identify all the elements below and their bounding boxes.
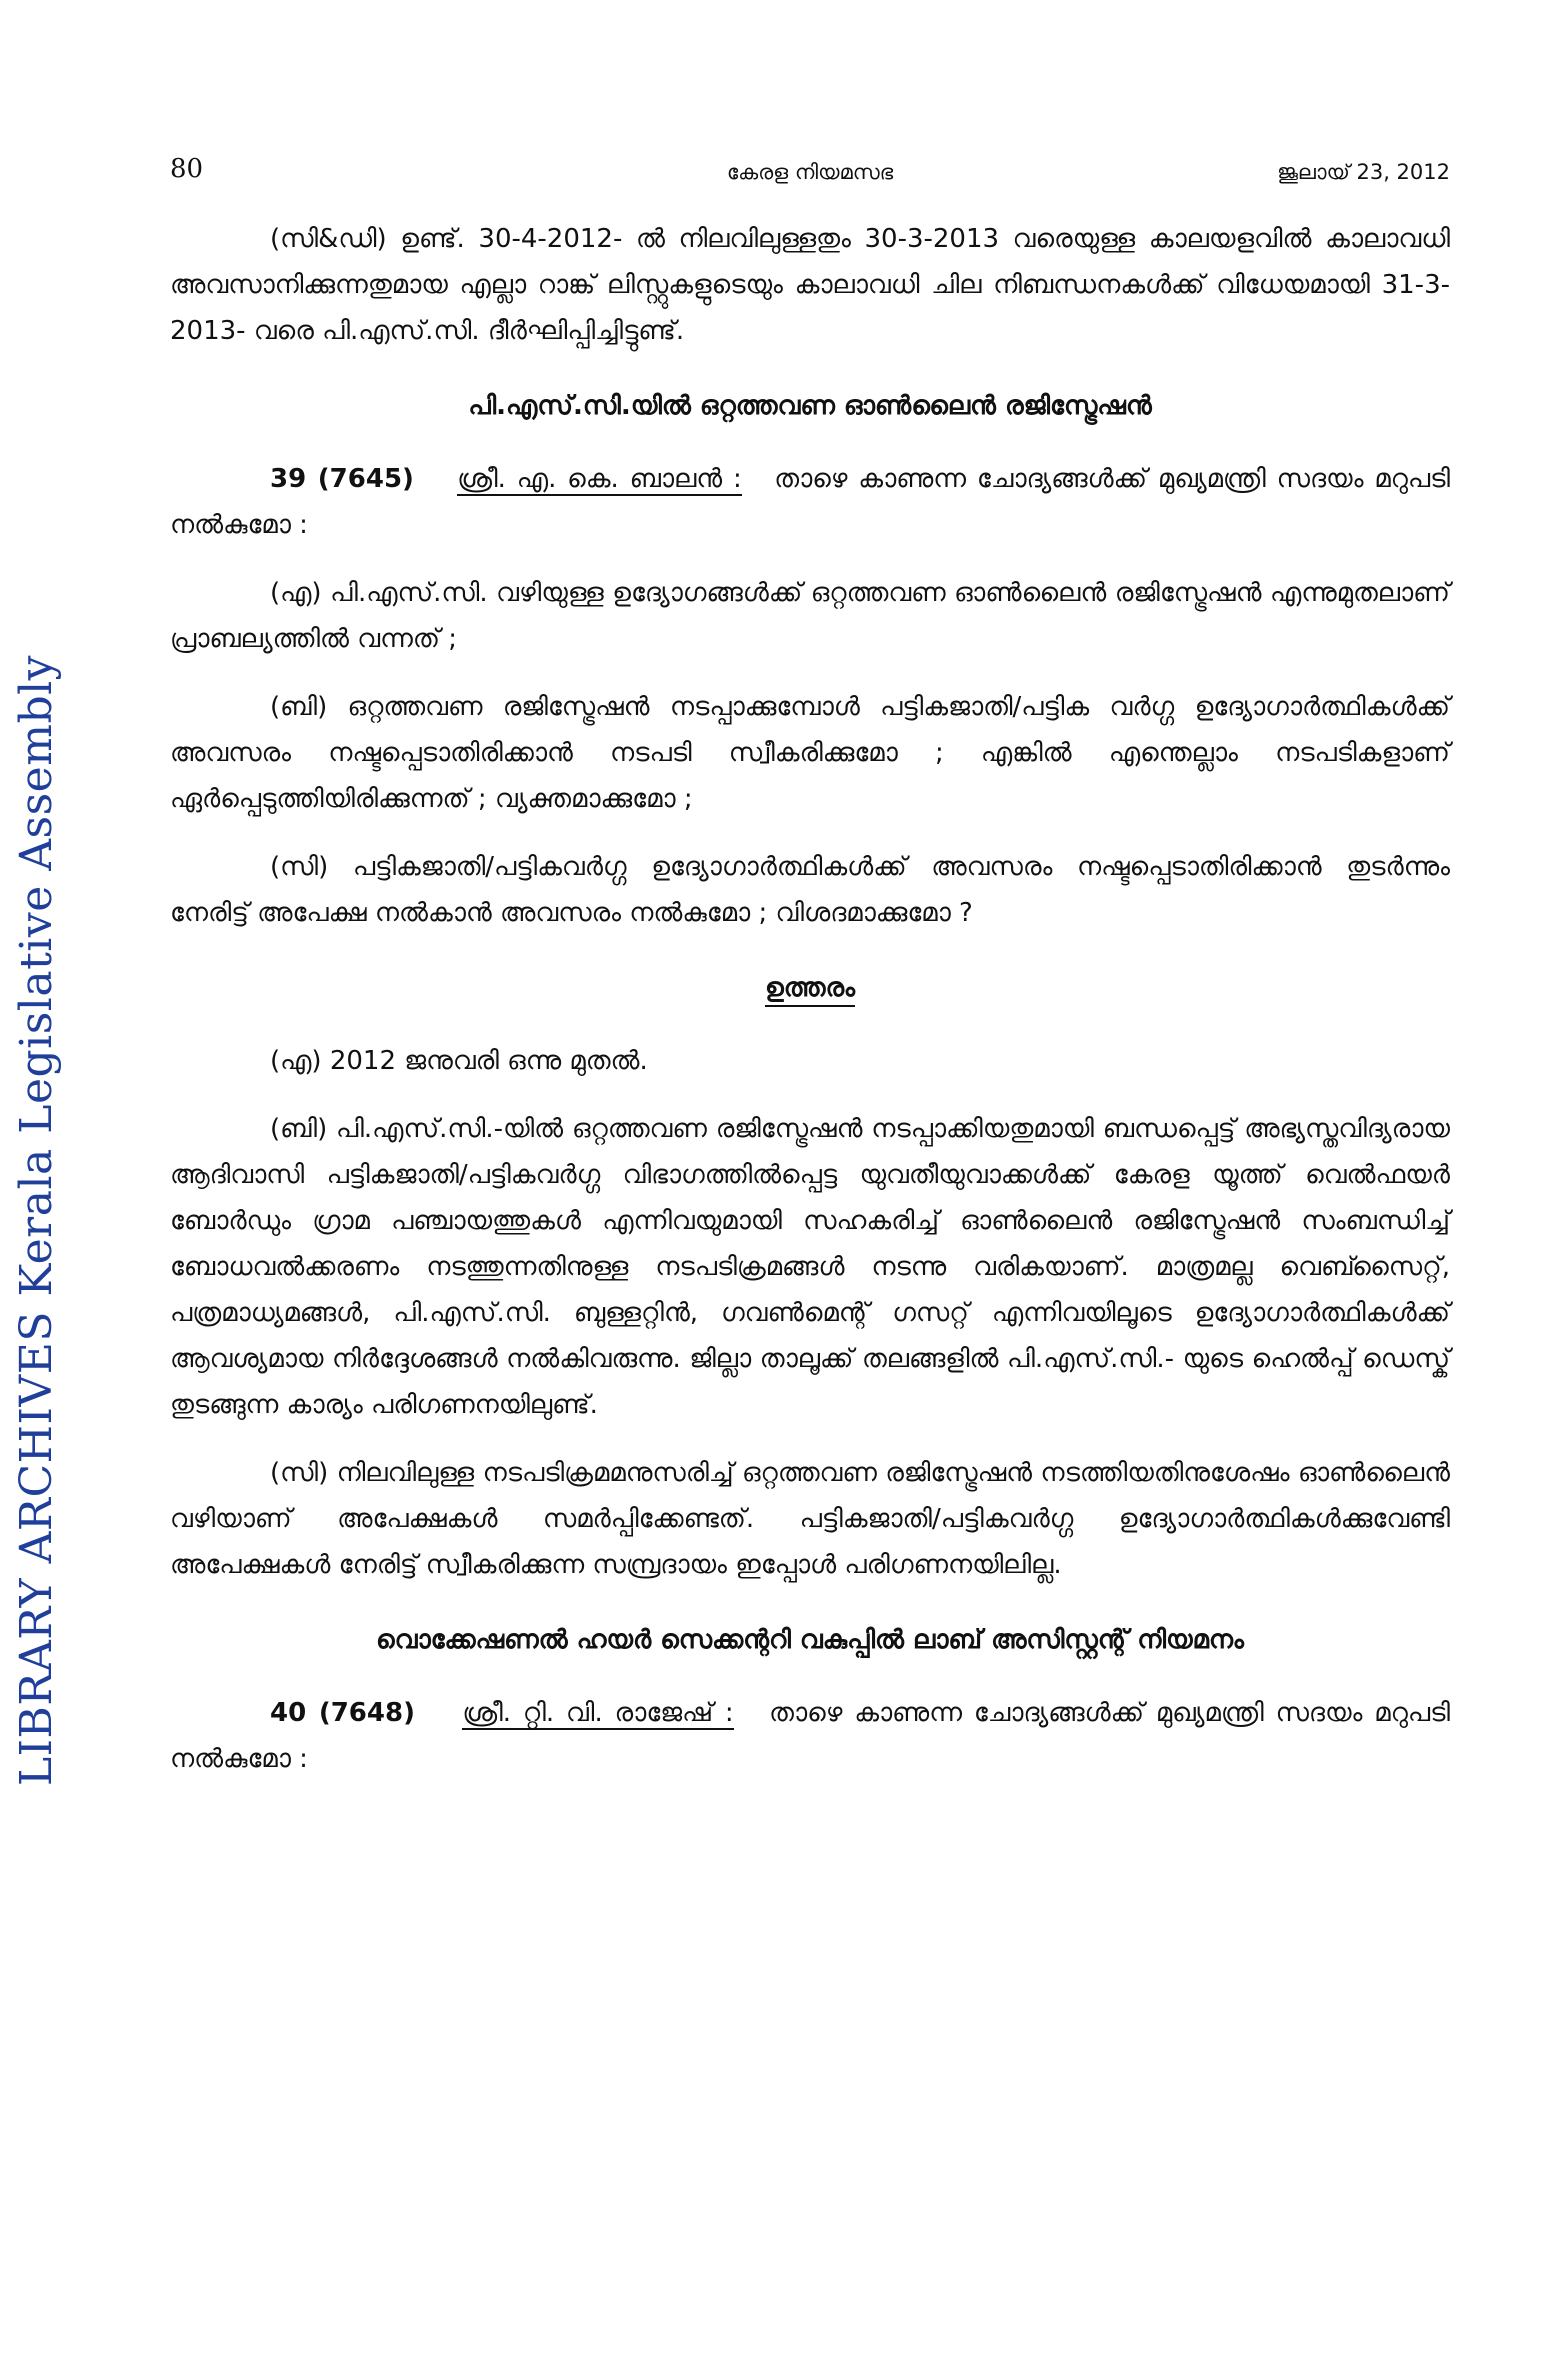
answer-a: (എ) 2012 ജനുവരി ഒന്നു മുതൽ. [270,1046,648,1076]
question-intro-text: താഴെ കാണുന്ന ചോദ്യങ്ങൾക്ക് മുഖ്യമന്ത്രി സദയം മറുപടി നൽകുമോ : [170,1698,1450,1774]
archive-watermark [2,640,72,1800]
section1-heading: പി.എസ്.സി.യിൽ ഒറ്റത്തവണ ഓൺലൈൻ രജിസ്ട്രേഷൻ [468,391,1152,421]
header-date: ജൂലായ് 23, 2012 [1277,160,1450,184]
member-name: ശ്രീ. റ്റി. വി. രാജേഷ് : [462,1698,734,1728]
page-number: 80 [170,154,204,184]
section1-question-intro [170,456,1450,548]
answer-b: (ബി) പി.എസ്.സി.-യിൽ ഒറ്റത്തവണ രജിസ്ട്രേഷൻ നടപ്പാക്കിയതുമായി ബന്ധപ്പെട്ട് അഭ്യസ്തവിദ്യരായ ആദിവാസി പട്ടികജാതി/പട്ടികവർഗ്ഗ വിഭാഗത്തിൽപ്പെട്ട യുവതീയുവാക്കൾക്ക് കേരള യൂത്ത് വെൽഫയർ ബോർഡും ഗ്രാമ പഞ്ചായത്തുകൾ എന്നിവയുമായി സഹകരിച്ച് ഓൺലൈൻ രജിസ്ട്രേഷൻ സംബന്ധിച്ച് ബോധവൽക്കരണം നടത്തുന്നതിനുള്ള നടപടിക്രമങ്ങൾ നടന്നു വരികയാണ്. മാത്രമല്ല വെബ്സൈറ്റ്, പത്രമാധ്യമങ്ങൾ, പി.എസ്.സി. ബുള്ളറ്റിൻ, ഗവൺമെന്റ് ഗസറ്റ് എന്നിവയിലൂടെ ഉദ്യോഗാർത്ഥികൾക്ക് ആവശ്യമായ നിർദ്ദേശങ്ങൾ നൽകിവരുന്നു. ജില്ലാ താലൂക്ക് തലങ്ങളിൽ പി.എസ്.സി.- യുടെ ഹെൽപ്പ് ഡെസ്ക് തുടങ്ങുന്ന കാര്യം പരിഗണനയിലുണ്ട്. [170,1114,1450,1420]
intro-paragraph: (സി&ഡി) ഉണ്ട്. 30-4-2012- ൽ നിലവിലുള്ളതും 30-3-2013 വരെയുള്ള കാലയളവിൽ കാലാവധി അവസാനിക്കുന്നതുമായ എല്ലാ റാങ്ക് ലിസ്റ്റുകളുടെയും കാലാവധി ചില നിബന്ധനകൾക്ക് വിധേയമായി 31-3-2013- വരെ പി.എസ്.സി. ദീർഘിപ്പിച്ചിട്ടുണ്ട്. [170,224,1450,346]
watermark-text: LIBRARY ARCHIVES Kerala Legislative Assembly [11,654,63,1786]
question-b: (ബി) ഒറ്റത്തവണ രജിസ്ട്രേഷൻ നടപ്പാക്കുമ്പോൾ പട്ടികജാതി/പട്ടിക വർഗ്ഗ ഉദ്യോഗാർത്ഥികൾക്ക് അവസരം നഷ്ടപ്പെടാതിരിക്കാൻ നടപടി സ്വീകരിക്കുമോ ; എങ്കിൽ എന്തെല്ലാം നടപടികളാണ് ഏർപ്പെടുത്തിയിരിക്കുന്നത് ; വ്യക്തമാക്കുമോ ; [170,692,1450,814]
question-number: 40 (7648) [270,1698,415,1728]
page-header [170,150,1450,200]
question-c: (സി) പട്ടികജാതി/പട്ടികവർഗ്ഗ ഉദ്യോഗാർത്ഥികൾക്ക് അവസരം നഷ്ടപ്പെടാതിരിക്കാൻ തുടർന്നും നേരിട്ട് അപേക്ഷ നൽകാൻ അവസരം നൽകുമോ ; വിശദമാക്കുമോ ? [170,852,1450,928]
header-title: കേരള നിയമസഭ [726,160,894,184]
answer-heading-text: ഉത്തരം [765,973,855,1007]
question-intro-text: താഴെ കാണുന്ന ചോദ്യങ്ങൾക്ക് മുഖ്യമന്ത്രി സദയം മറുപടി നൽകുമോ : [170,464,1450,540]
answer-heading [170,966,1450,1010]
section2-heading: വൊക്കേഷണൽ ഹയർ സെക്കന്ററി വകുപ്പിൽ ലാബ് അസിസ്റ്റന്റ് നിയമനം [376,1625,1244,1655]
answer-c: (സി) നിലവിലുള്ള നടപടിക്രമമനുസരിച്ച് ഒറ്റത്തവണ രജിസ്ട്രേഷൻ നടത്തിയതിനുശേഷം ഓൺലൈൻ വഴിയാണ് അപേക്ഷകൾ സമർപ്പിക്കേണ്ടത്. പട്ടികജാതി/പട്ടികവർഗ്ഗ ഉദ്യോഗാർത്ഥികൾക്കുവേണ്ടി അപേക്ഷകൾ നേരിട്ട് സ്വീകരിക്കുന്ന സമ്പ്രദായം ഇപ്പോൾ പരിഗണനയിലില്ല. [170,1458,1450,1580]
question-number: 39 (7645) [270,464,414,494]
question-a: (എ) പി.എസ്.സി. വഴിയുള്ള ഉദ്യോഗങ്ങൾക്ക് ഒറ്റത്തവണ ഓൺലൈൻ രജിസ്ട്രേഷൻ എന്നുമുതലാണ് പ്രാബല്യത്തിൽ വന്നത് ; [170,578,1450,654]
member-name: ശ്രീ. എ. കെ. ബാലൻ : [457,464,742,494]
section2-question-intro [170,1690,1450,1782]
document-page [170,150,1450,2330]
